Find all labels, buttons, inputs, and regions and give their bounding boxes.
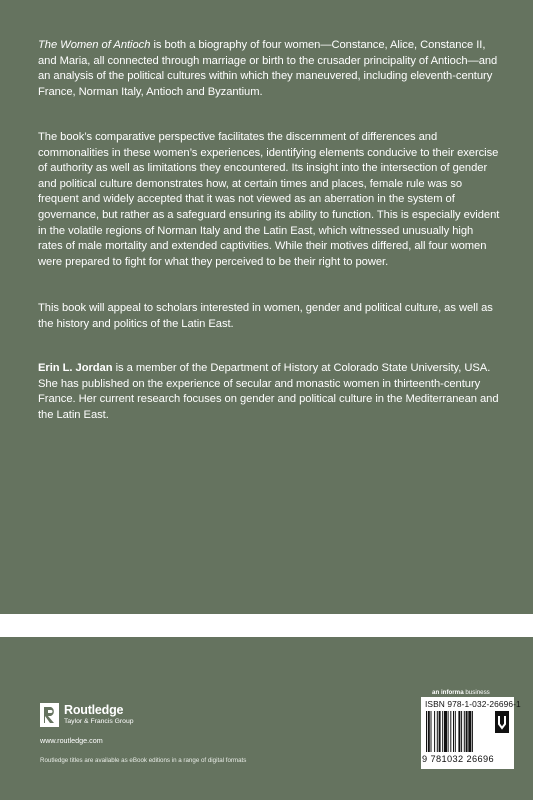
white-divider-band bbox=[0, 614, 533, 637]
price-marker-icon bbox=[495, 711, 509, 733]
blurb-paragraph-1 bbox=[38, 38, 500, 100]
ebook-note: Routledge titles are available as eBook editions in a range of digital formats bbox=[40, 757, 247, 764]
publisher-subtitle: Taylor & Francis Group bbox=[64, 718, 134, 725]
barcode-digits: 9 781032 26696 bbox=[422, 754, 495, 764]
barcode-icon bbox=[426, 711, 488, 752]
author-bio-text: is a member of the Department of History at Colorado State University, USA. She has published on the experience of secular and monastic women in thirteenth-century France. Her current research focuses on gender and political culture in the Mediterranean and the Latin East. bbox=[38, 362, 499, 421]
author-name: Erin L. Jordan bbox=[38, 362, 113, 374]
book-title-italic: The Women of Antioch bbox=[38, 39, 151, 51]
publisher-name: Routledge bbox=[64, 703, 124, 717]
informa-business-label bbox=[432, 689, 490, 696]
isbn-text: ISBN 978-1-032-26696-1 bbox=[425, 699, 521, 709]
barcode-box bbox=[421, 697, 521, 769]
blurb-paragraph-3-text: This book will appeal to scholars interested in women, gender and political culture, as well as the history and politics of the Latin East. bbox=[38, 302, 493, 330]
publisher-website: www.routledge.com bbox=[40, 736, 103, 745]
author-bio bbox=[38, 361, 500, 423]
blurb-paragraph-3 bbox=[38, 301, 500, 332]
informa-rest: business bbox=[463, 689, 490, 696]
informa-bold: an informa bbox=[432, 689, 464, 696]
blurb-paragraph-2-text: The book’s comparative perspective facilitates the discernment of differences and commonalities in these women’s experiences, identifying elements conducive to their exercise of authority as well as limitations they encountered. Its insight into the intersection of gender and political culture demonstrates how, at certain times and places, female rule was so frequent and widely accepted that it was not viewed as an aberration in the system of governance, but rather as a safeguard ensuring its ability to function. This is especially evident in the volatile regions of Norman Italy and the Latin East, which witnessed unusually high rates of male mortality and extended captivities. While their motives differed, all four women were prepared to fight for what they perceived to be their right to power. bbox=[38, 131, 500, 268]
routledge-logo-icon bbox=[40, 703, 59, 727]
blurb-paragraph-2 bbox=[38, 130, 500, 270]
blurb-paragraph-1-text: is both a biography of four women—Constance, Alice, Constance II, and Maria, all connected through marriage or birth to the crusader principality of Antioch—and an analysis of the political cultures within which they maneuvered, including eleventh-century France, Norman Italy, Antioch and Byzantium. bbox=[38, 39, 498, 98]
